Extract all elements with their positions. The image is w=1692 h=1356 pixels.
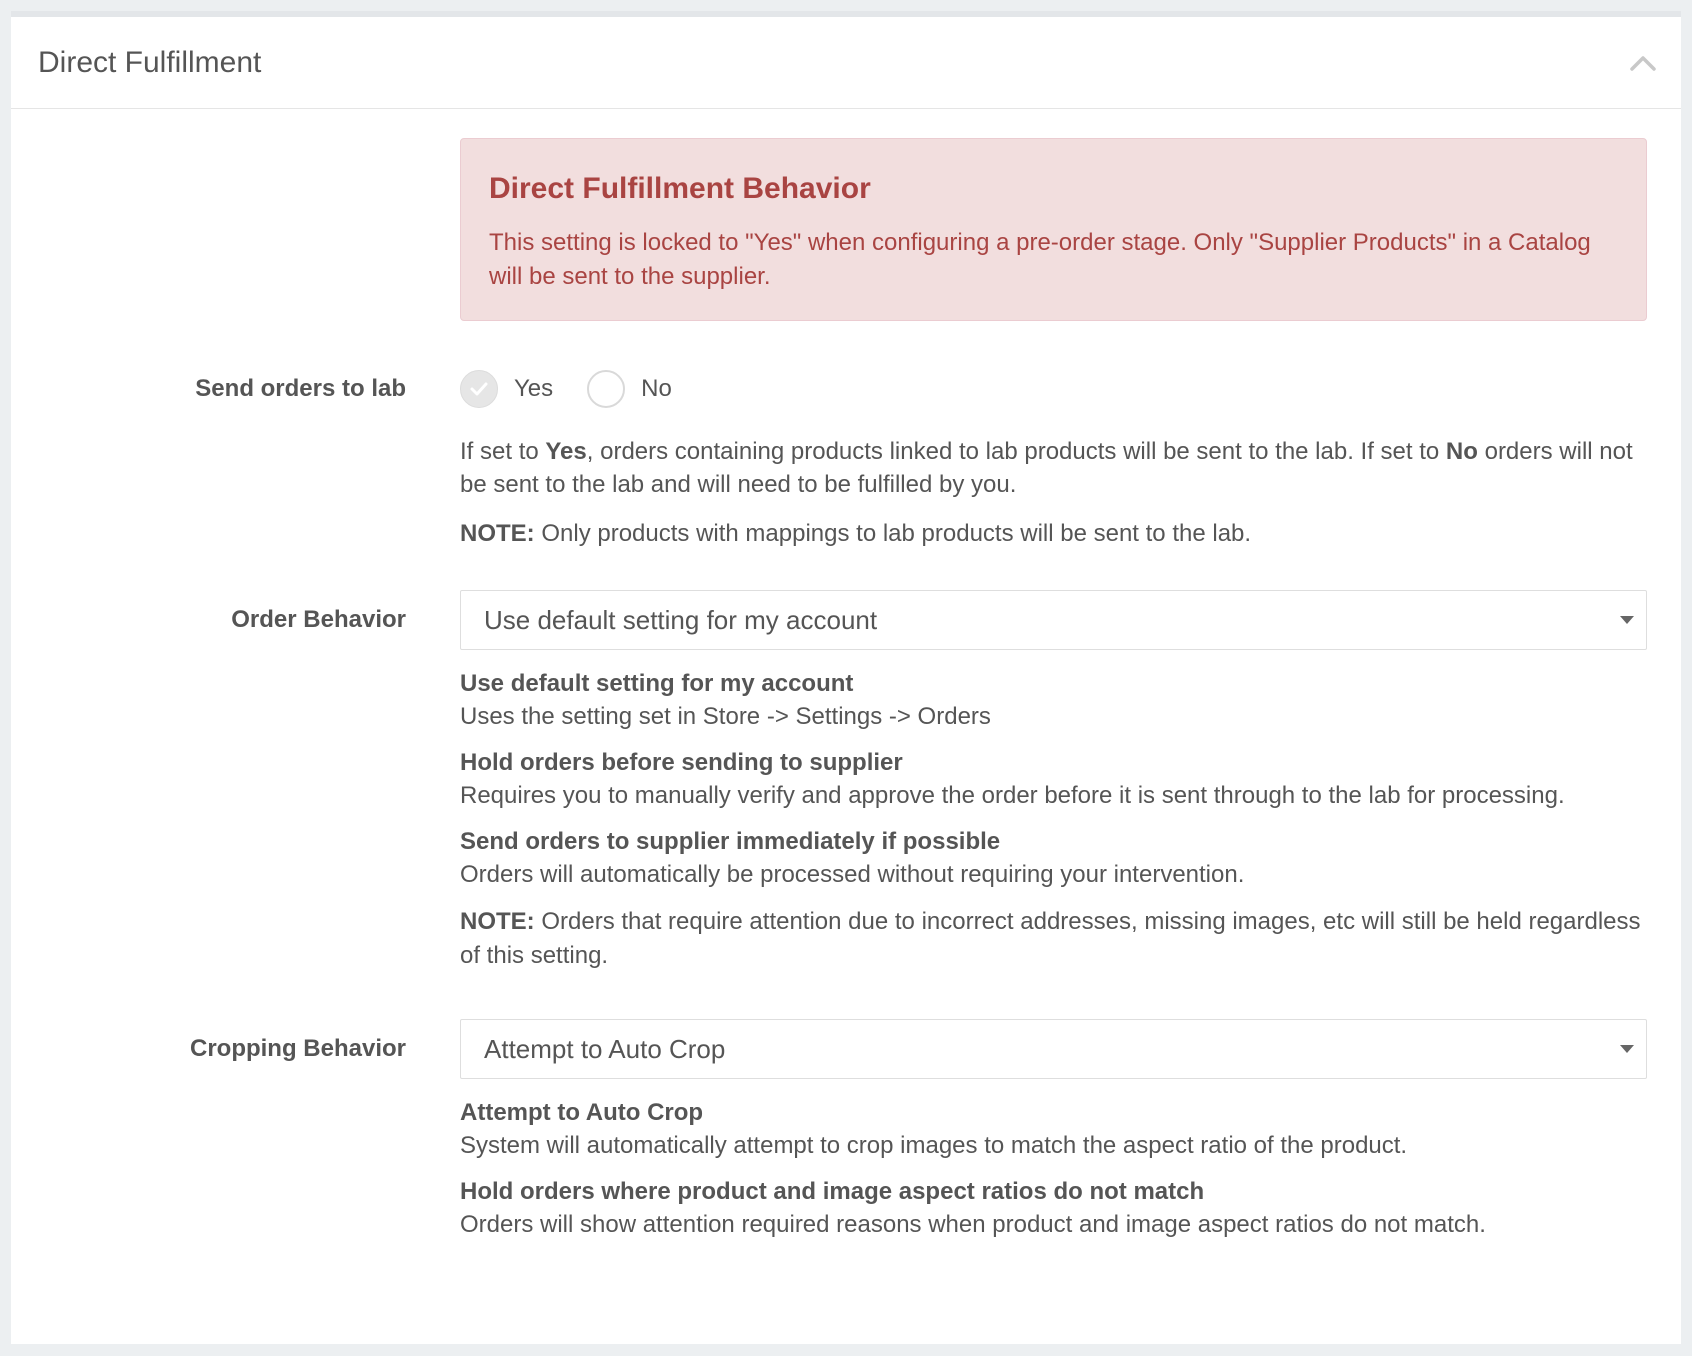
order-behavior-selected: Use default setting for my account (484, 604, 878, 635)
crop-option-0 (460, 1097, 1647, 1163)
help-text-b: , orders containing products linked to lab products will be sent to the lab. If set to (586, 438, 1446, 465)
option-desc: Orders will show attention required reasons when product and image aspect ratios do not match. (460, 1211, 1486, 1238)
alert-title: Direct Fulfillment Behavior (489, 172, 871, 205)
radio-no-circle[interactable] (587, 370, 625, 408)
radio-yes-circle[interactable] (460, 370, 498, 408)
option-title: Use default setting for my account (460, 670, 854, 697)
help-yes: Yes (545, 438, 587, 465)
order-behavior-select[interactable] (460, 590, 1647, 650)
caret-down-icon (1620, 1045, 1634, 1053)
radio-no-label: No (641, 375, 672, 402)
order-behavior-label: Order Behavior (231, 606, 406, 633)
send-orders-label: Send orders to lab (195, 375, 406, 402)
help-text-c: orders will not be sent to the lab and will need to be fulfilled by you. (460, 438, 1633, 498)
cropping-behavior-label: Cropping Behavior (189, 1035, 406, 1062)
caret-down-icon (1620, 616, 1634, 624)
send-orders-radio-group (460, 367, 1647, 411)
crop-option-1 (460, 1176, 1647, 1242)
option-title: Hold orders where product and image aspect ratios do not match (460, 1178, 1205, 1205)
help-text-a: If set to (460, 438, 546, 465)
order-option-0 (460, 668, 1647, 734)
empty-label (11, 138, 406, 321)
order-behavior-note (460, 905, 1647, 973)
radio-yes[interactable] (460, 370, 553, 408)
note-label: NOTE: (460, 908, 535, 935)
cropping-behavior-select[interactable] (460, 1019, 1647, 1079)
panel-header[interactable] (11, 17, 1681, 109)
alert-row (11, 138, 1681, 321)
option-desc: Requires you to manually verify and approve the order before it is sent through to the lab for processing. (460, 782, 1565, 809)
note-text: Orders that require attention due to incorrect addresses, missing images, etc will still be held regardless of this setting. (460, 908, 1641, 969)
cropping-behavior-selected: Attempt to Auto Crop (484, 1033, 726, 1064)
send-orders-help (460, 435, 1647, 501)
order-option-1 (460, 747, 1647, 813)
order-behavior-row (11, 590, 1681, 973)
option-title: Hold orders before sending to supplier (460, 749, 903, 776)
option-desc: Orders will automatically be processed without requiring your intervention. (460, 861, 1245, 888)
check-icon (469, 381, 489, 397)
send-orders-row (11, 367, 1681, 550)
note-text: Only products with mappings to lab products will be sent to the lab. (534, 520, 1252, 547)
direct-fulfillment-alert (460, 138, 1647, 321)
alert-text: This setting is locked to "Yes" when configuring a pre-order stage. Only "Supplier Products" in a Catalog will be sent to the supplier. (489, 229, 1591, 290)
help-no: No (1445, 438, 1478, 465)
option-title: Attempt to Auto Crop (460, 1099, 704, 1126)
note-label: NOTE: (460, 520, 535, 547)
send-orders-note (460, 517, 1647, 550)
panel-title: Direct Fulfillment (38, 45, 262, 79)
option-desc: Uses the setting set in Store -> Settings -> Orders (460, 703, 991, 730)
order-option-2 (460, 826, 1647, 892)
panel-body (11, 109, 1681, 1242)
chevron-up-icon[interactable] (1629, 49, 1657, 77)
radio-yes-label: Yes (514, 375, 554, 402)
radio-no[interactable] (587, 370, 672, 408)
direct-fulfillment-panel (11, 11, 1681, 1344)
option-desc: System will automatically attempt to crop images to match the aspect ratio of the product. (460, 1132, 1408, 1159)
option-title: Send orders to supplier immediately if possible (460, 828, 1001, 855)
cropping-behavior-row (11, 1019, 1681, 1242)
